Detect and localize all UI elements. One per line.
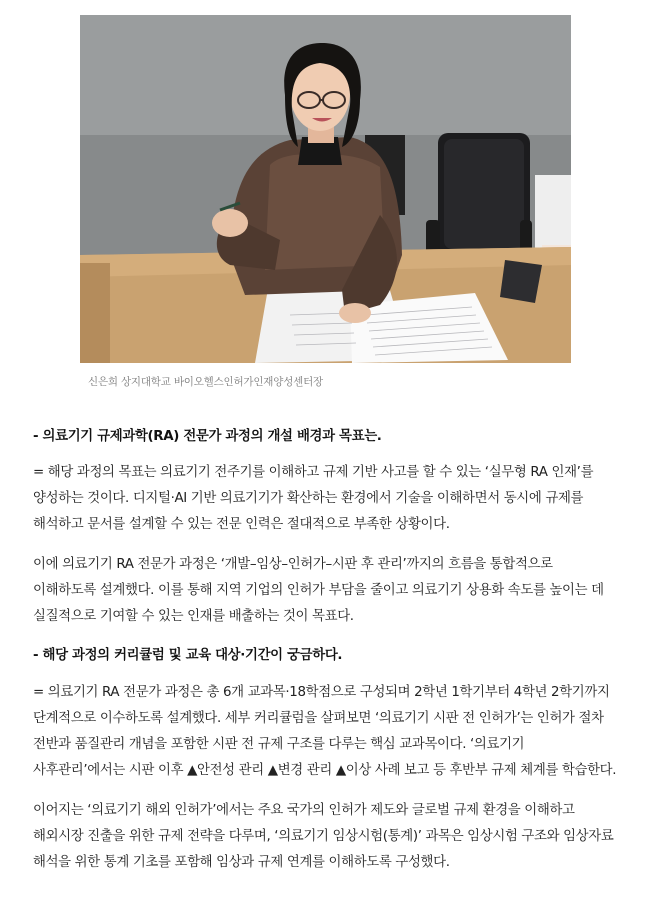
article-body	[33, 424, 619, 876]
answer-paragraph: 이어지는 ‘의료기기 해외 인허가’에서는 주요 국가의 인허가 제도와 글로벌 규제 환경을 이해하고 해외시장 진출을 위한 규제 전략을 다루며, ‘의료기기 임상시험(통계)’ 과목은 임상시험 구조와 임상자료 해석을 위한 통계 기초를 포함해 임상과 규제 연계를 이해하도록 구성했다.	[33, 803, 614, 870]
portrait-photo-icon	[80, 15, 571, 363]
answer-paragraph: = 해당 과정의 목표는 의료기기 전주기를 이해하고 규제 기반 사고를 할 수 있는 ‘실무형 RA 인재’를 양성하는 것이다. 디지털·AI 기반 의료기기가 확산하는 환경에서 기술을 이해하면서 동시에 규제를 해석하고 문서를 설계할 수 있는 전문 인력은 절대적으로 부족한 상황이다.	[33, 465, 594, 532]
question-heading: - 해당 과정의 커리큘럼 및 교육 대상·기간이 궁금하다.	[33, 648, 343, 663]
answer-paragraph: = 의료기기 RA 전문가 과정은 총 6개 교과목·18학점으로 구성되며 2학년 1학기부터 4학년 2학기까지 단계적으로 이수하도록 설계했다. 세부 커리큘럼을 살펴보면 ‘의료기기 시판 전 인허가’는 인허가 절차 전반과 품질관리 개념을 포함한 시판 전 규제 구조를 다루는 핵심 교과목이다. ‘의료기기 사후관리’에서는 시판 이후 ▲안전성 관리 ▲변경 관리 ▲이상 사례 보고 등 후반부 규제 체계를 학습한다.	[33, 685, 617, 778]
answer-paragraph: 이에 의료기기 RA 전문가 과정은 ‘개발–임상–인허가–시판 후 관리’까지의 흐름을 통합적으로 이해하도록 설계했다. 이를 통해 지역 기업의 인허가 부담을 줄이고 의료기기 상용화 속도를 높이는 데 실질적으로 기여할 수 있는 인재를 배출하는 것이 목표다.	[33, 557, 604, 624]
question-heading: - 의료기기 규제과학(RA) 전문가 과정의 개설 배경과 목표는.	[33, 429, 382, 444]
photo-caption: 신은희 상지대학교 바이오헬스인허가인재양성센터장	[88, 376, 323, 388]
interview-photo	[80, 15, 571, 363]
